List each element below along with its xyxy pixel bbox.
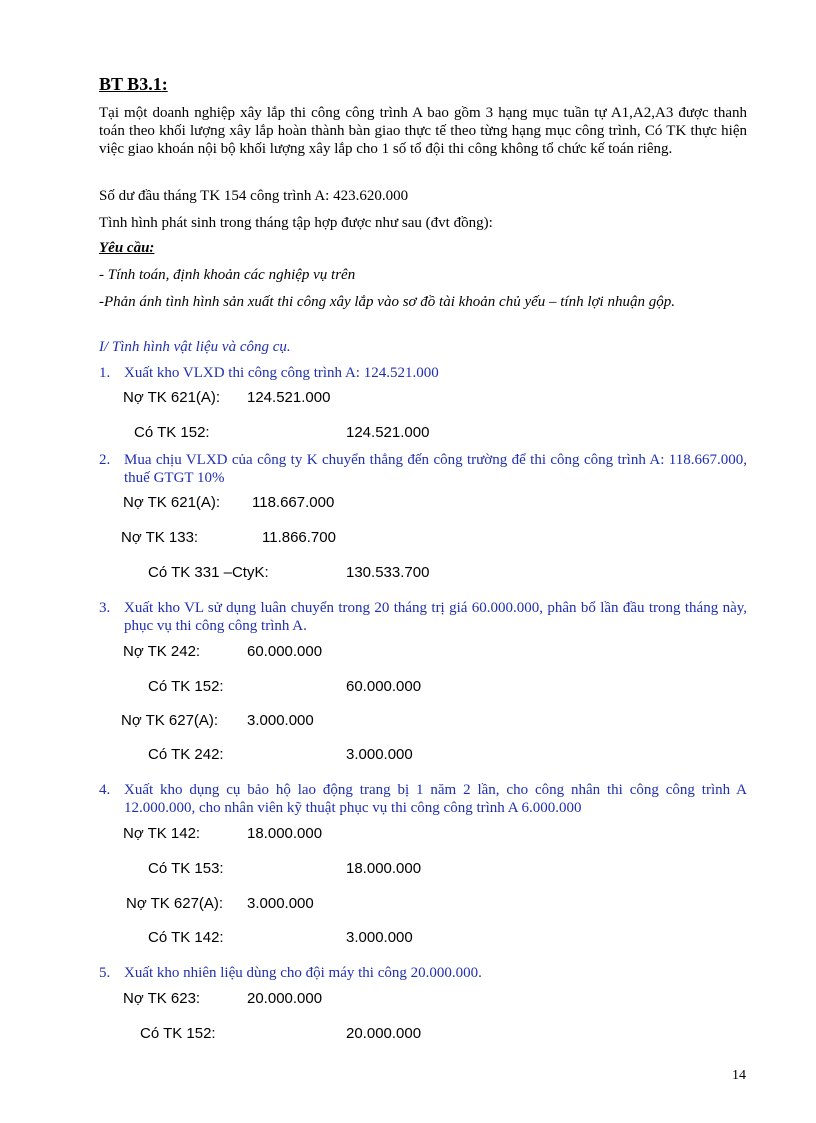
requirement-1: - Tính toán, định khoản các nghiệp vụ trên	[99, 267, 356, 283]
entry-account: Nợ TK 627(A):	[121, 712, 219, 729]
item-text: Xuất kho nhiên liệu dùng cho đội máy thi công 20.000.000.	[124, 965, 482, 981]
entry-amount: 3.000.000	[247, 895, 314, 912]
entry-account: Có TK 152:	[140, 1025, 216, 1042]
entry-account: Có TK 152:	[134, 424, 210, 441]
entry-amount: 18.000.000	[247, 825, 323, 842]
entry-account: Có TK 153:	[148, 860, 224, 877]
entry-amount: 20.000.000	[247, 990, 323, 1007]
page-number: 14	[732, 1068, 746, 1083]
item-text: Xuất kho VL sử dụng luân chuyển trong 20 tháng trị giá 60.000.000, phân bổ lần đầu trong tháng này, phục vụ thi công công trình A.	[124, 600, 747, 634]
entry-amount: 124.521.000	[247, 389, 331, 406]
item-number: 4.	[99, 782, 111, 798]
entry-account: Có TK 142:	[148, 929, 224, 946]
entry-amount: 60.000.000	[247, 643, 323, 660]
entry-amount: 118.667.000	[252, 494, 335, 511]
item-number: 3.	[99, 600, 111, 616]
requirements-label: Yêu cầu:	[99, 240, 155, 256]
entry-account: Có TK 152:	[148, 678, 224, 695]
entry-amount: 18.000.000	[346, 860, 422, 877]
entry-amount: 130.533.700	[346, 564, 430, 581]
entry-amount: 3.000.000	[346, 746, 413, 763]
entry-account: Có TK 331 –CtyK:	[148, 564, 269, 581]
entry-amount: 3.000.000	[247, 712, 314, 729]
entry-amount: 124.521.000	[346, 424, 430, 441]
entry-account: Nợ TK 621(A):	[123, 389, 221, 406]
entry-account: Nợ TK 242:	[123, 643, 201, 660]
entry-account: Nợ TK 142:	[123, 825, 201, 842]
item-number: 2.	[99, 452, 111, 468]
item-text: Xuất kho VLXD thi công công trình A: 124.521.000	[124, 365, 439, 381]
item-number: 5.	[99, 965, 111, 981]
section-heading: I/ Tình hình vật liệu và công cụ.	[99, 339, 291, 355]
entry-amount: 60.000.000	[346, 678, 422, 695]
item-text: Mua chịu VLXD của công ty K chuyển thẳng đến công trường để thi công công trình A: 118.667.000, thuế GTGT 10%	[124, 452, 747, 486]
entry-account: Nợ TK 623:	[123, 990, 201, 1007]
entry-account: Nợ TK 627(A):	[126, 895, 224, 912]
entry-account: Có TK 242:	[148, 746, 224, 763]
intro-paragraph: Tại một doanh nghiệp xây lắp thi công công trình A bao gồm 3 hạng mục tuần tự A1,A2,A3 được thanh toán theo khối lượng xây lắp hoàn thành bàn giao thực tế theo từng hạng mục công trình, Có TK thực hiện việc giao khoán nội bộ khối lượng xây lắp cho 1 số tổ đội thi công không tổ chức kế toán riêng.	[99, 105, 747, 157]
entry-amount: 11.866.700	[262, 529, 336, 546]
requirement-2: -Phản ánh tình hình sản xuất thi công xây lắp vào sơ đồ tài khoản chủ yếu – tính lợi nhuận gộp.	[99, 294, 675, 310]
opening-balance-text: Số dư đầu tháng TK 154 công trình A: 423.620.000	[99, 188, 409, 204]
entry-amount: 20.000.000	[346, 1025, 422, 1042]
situation-text: Tình hình phát sinh trong tháng tập hợp được như sau (đvt đồng):	[99, 215, 493, 231]
exercise-title: BT B3.1:	[99, 74, 168, 94]
entry-account: Nợ TK 133:	[121, 529, 199, 546]
entry-amount: 3.000.000	[346, 929, 413, 946]
item-text: Xuất kho dụng cụ bảo hộ lao động trang bị 1 năm 2 lần, cho công nhân thi công công trình A 12.000.000, cho nhân viên kỹ thuật phục vụ thi công công trình A 6.000.000	[124, 782, 747, 816]
item-number: 1.	[99, 365, 111, 381]
entry-account: Nợ TK 621(A):	[123, 494, 221, 511]
